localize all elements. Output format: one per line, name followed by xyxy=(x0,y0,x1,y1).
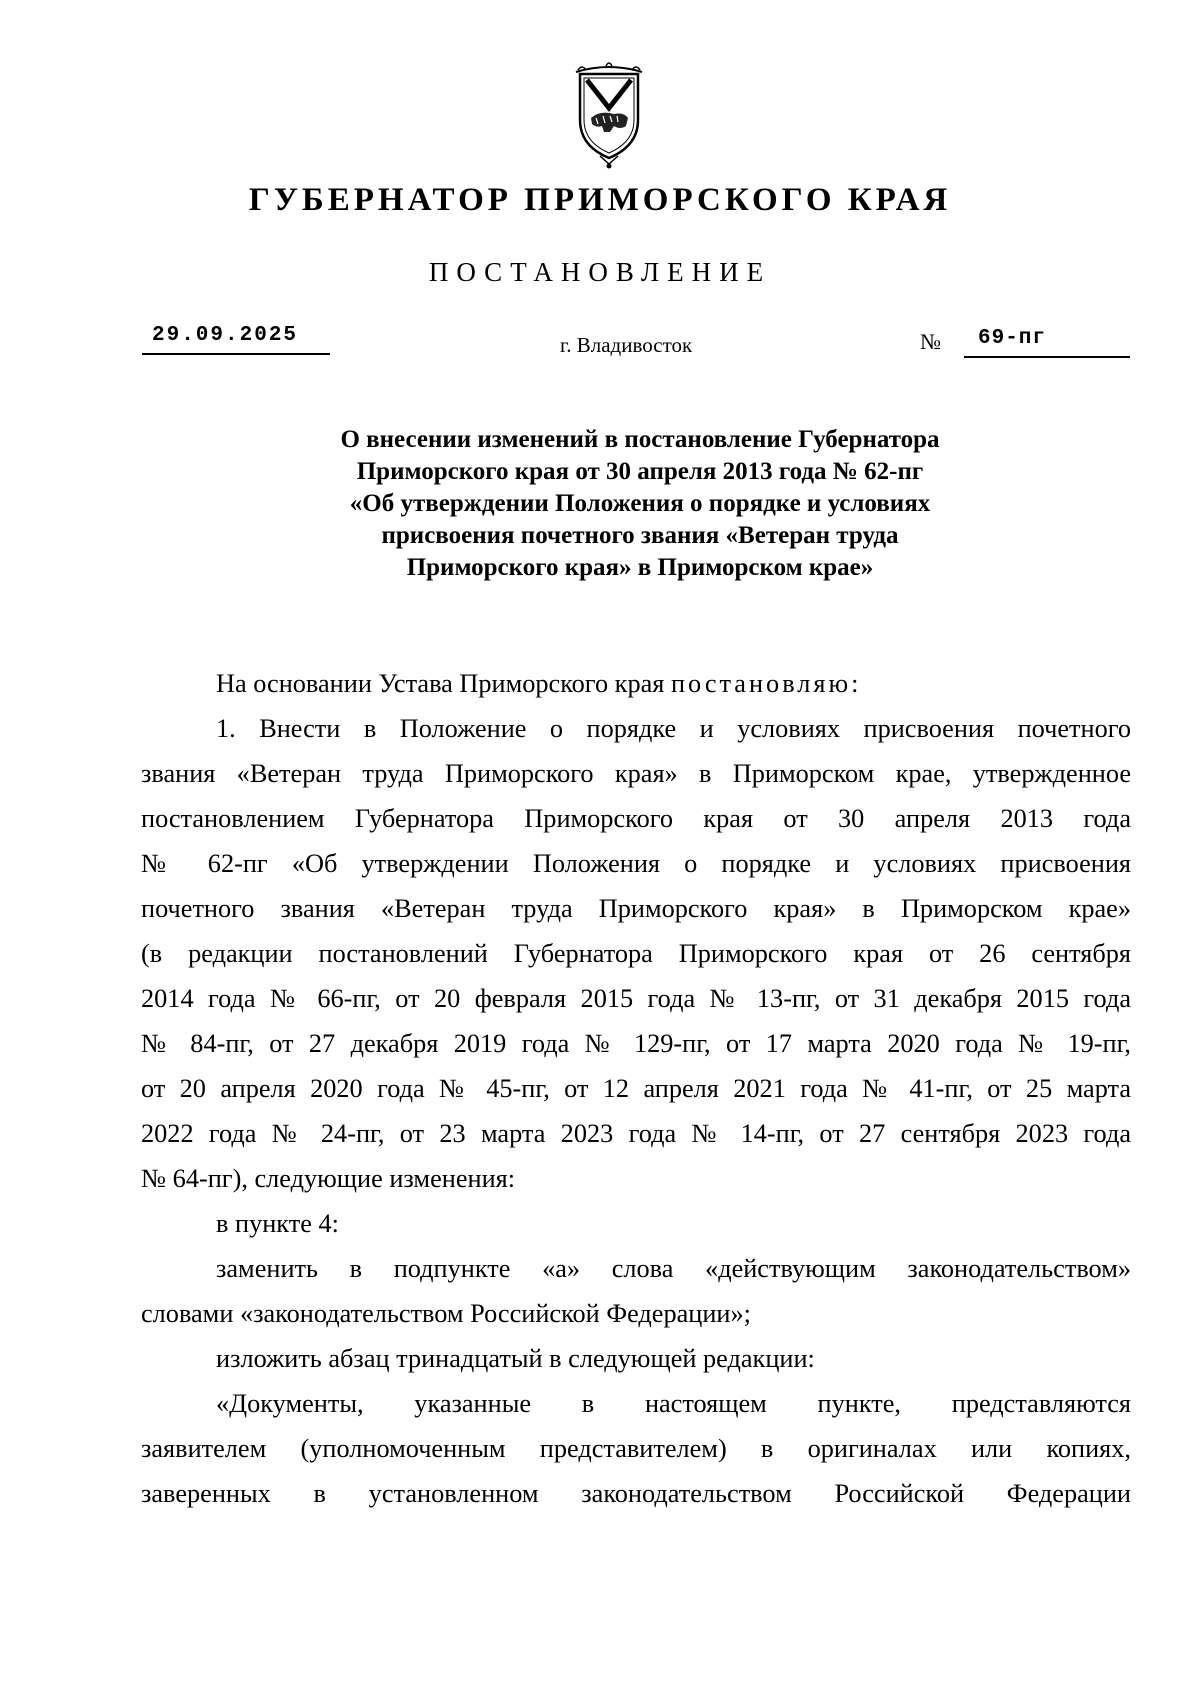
body-line: № 84-пг, от 27 декабря 2019 года № 129-пг, от 17 марта 2020 года № 19-пг, xyxy=(141,1029,1131,1058)
body-line: словами «законодательством Российской Федерации»; xyxy=(141,1299,751,1328)
title-line: Приморского края от 30 апреля 2013 года № 62-пг xyxy=(356,458,924,485)
date-value: 29.09.2025 xyxy=(152,324,299,347)
body-line: постановлением Губернатора Приморского края от 30 апреля 2013 года xyxy=(141,804,1131,833)
body-line: изложить абзац тринадцатый в следующей редакции: xyxy=(216,1344,815,1373)
document-title xyxy=(200,424,1080,584)
intro-paragraph xyxy=(216,669,1131,699)
issuing-authority: ГУБЕРНАТОР ПРИМОРСКОГО КРАЯ xyxy=(248,182,952,218)
body-line: почетного звания «Ветеран труда Приморского края» в Приморском крае» xyxy=(141,894,1131,923)
number-underline xyxy=(964,356,1130,358)
body-line: 2014 года № 66-пг, от 20 февраля 2015 года № 13-пг, от 31 декабря 2015 года xyxy=(141,984,1131,1013)
city: г. Владивосток xyxy=(560,333,693,357)
body-line: заверенных в установленном законодательством Российской Федерации xyxy=(141,1479,1131,1508)
title-line: «Об утверждении Положения о порядке и условиях xyxy=(349,490,931,517)
date-underline xyxy=(142,353,330,355)
body-line: от 20 апреля 2020 года № 45-пг, от 12 апреля 2021 года № 41-пг, от 25 марта xyxy=(141,1074,1131,1103)
body-line: «Документы, указанные в настоящем пункте, представляются xyxy=(216,1389,1131,1418)
body-line: в пункте 4: xyxy=(216,1209,339,1238)
coat-of-arms-emblem xyxy=(570,60,648,170)
body-line: 2022 года № 24-пг, от 23 марта 2023 года № 14-пг, от 27 сентября 2023 года xyxy=(141,1119,1131,1148)
document-type: ПОСТАНОВЛЕНИЕ xyxy=(428,257,772,287)
title-line: Приморского края» в Приморском крае» xyxy=(406,554,874,581)
intro-resolution-word: постановляю xyxy=(670,669,852,698)
intro-text: На основании Устава Приморского края xyxy=(216,669,671,698)
body-line: заявителем (уполномоченным представителем) в оригиналах или копиях, xyxy=(141,1434,1131,1463)
intro-colon: : xyxy=(851,669,859,698)
title-line: присвоения почетного звания «Ветеран труда xyxy=(381,522,899,549)
number-value: 69-пг xyxy=(978,327,1047,350)
body-line: (в редакции постановлений Губернатора Приморского края от 26 сентября xyxy=(141,939,1131,968)
body-line: заменить в подпункте «а» слова «действующим законодательством» xyxy=(216,1254,1131,1283)
title-line: О внесении изменений в постановление Губернатора xyxy=(340,426,940,453)
body-line: 1. Внести в Положение о порядке и условиях присвоения почетного xyxy=(216,714,1131,743)
body-line: № 62-пг «Об утверждении Положения о порядке и условиях присвоения xyxy=(141,849,1131,878)
number-sign: № xyxy=(920,329,941,354)
body-line: звания «Ветеран труда Приморского края» в Приморском крае, утвержденное xyxy=(141,759,1131,788)
body-line: № 64-пг), следующие изменения: xyxy=(141,1164,516,1193)
